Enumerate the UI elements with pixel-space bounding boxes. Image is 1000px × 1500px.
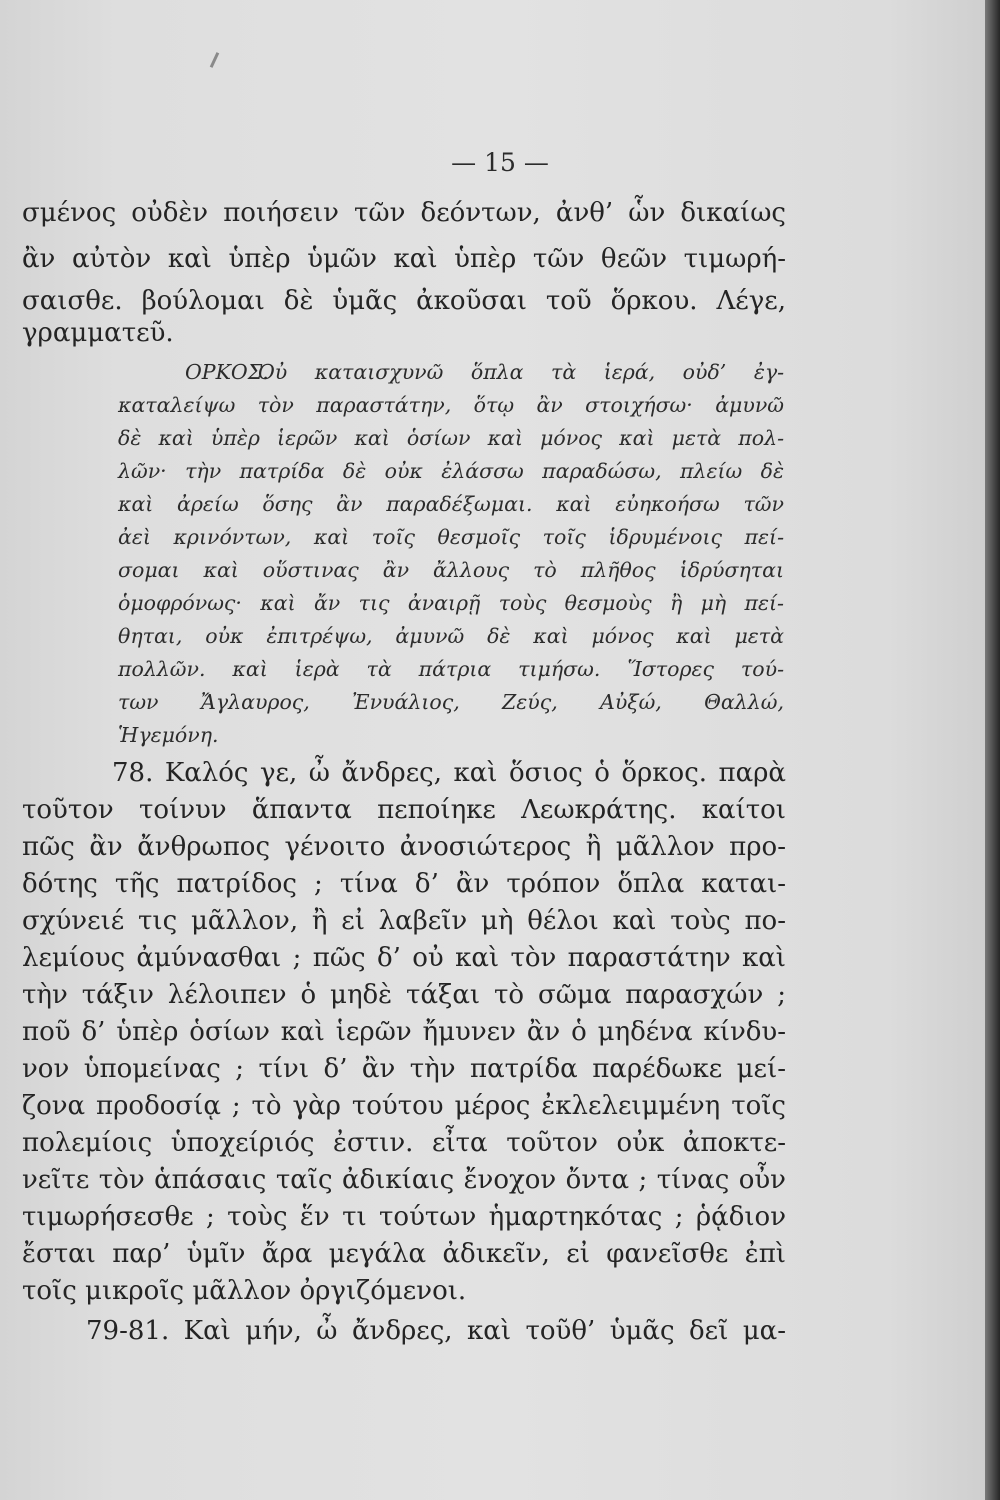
- oath-line: σομαι καὶ οὕστινας ἂν ἄλλους τὸ πλῆθος ἱδρύσηται: [118, 558, 784, 582]
- pencil-mark: [210, 52, 219, 68]
- text-line: νον ὑπομείνας ; τίνι δ’ ἂν τὴν πατρίδα παρέδωκε μεί-: [22, 1054, 786, 1084]
- text-line: σαισθε. βούλομαι δὲ ὑμᾶς ἀκοῦσαι τοῦ ὅρκου. Λέγε,: [22, 286, 786, 316]
- text-line: τιμωρήσεσθε ; τοὺς ἕν τι τούτων ἡμαρτηκότας ; ῥᾴδιον: [22, 1202, 786, 1232]
- text-line: τοῦτον τοίνυν ἅπαντα πεποίηκε Λεωκράτης. καίτοι: [22, 795, 786, 825]
- section-79-start: 79-81. Καὶ μήν, ὦ ἄνδρες, καὶ τοῦθ’ ὑμᾶς δεῖ μα-: [86, 1316, 786, 1346]
- oath-line: καταλείψω τὸν παραστάτην, ὅτῳ ἂν στοιχήσω· ἀμυνῶ: [118, 393, 784, 417]
- oath-line: Ἡγεμόνη.: [118, 723, 219, 747]
- oath-line: των Ἄγλαυρος, Ἐνυάλιος, Ζεύς, Αὐξώ, Θαλλώ,: [118, 690, 784, 714]
- text-line: νεῖτε τὸν ἁπάσαις ταῖς ἀδικίαις ἔνοχον ὄντα ; τίνας οὖν: [22, 1165, 786, 1195]
- text-line: σμένος οὐδὲν ποιήσειν τῶν δεόντων, ἀνθ’ ὧν δικαίως: [22, 198, 786, 228]
- oath-line: Οὐ καταισχυνῶ ὅπλα τὰ ἱερά, οὐδ’ ἐγ-: [258, 360, 784, 384]
- text-line: ζονα προδοσίᾳ ; τὸ γὰρ τούτου μέρος ἐκλελειμμένη τοῖς: [22, 1091, 786, 1121]
- text-line: ποῦ δ’ ὑπὲρ ὁσίων καὶ ἱερῶν ἤμυνεν ἂν ὁ μηδένα κίνδυ-: [22, 1017, 786, 1047]
- oath-line: ἀεὶ κρινόντων, καὶ τοῖς θεσμοῖς τοῖς ἱδρυμένοις πεί-: [118, 525, 784, 549]
- oath-line: πολλῶν. καὶ ἱερὰ τὰ πάτρια τιμήσω. Ἵστορες τού-: [118, 657, 784, 681]
- text-line: τοῖς μικροῖς μᾶλλον ὀργιζόμενοι.: [22, 1276, 467, 1306]
- oath-heading: ΟΡΚΟΣ.: [185, 360, 269, 384]
- oath-line: δὲ καὶ ὑπὲρ ἱερῶν καὶ ὁσίων καὶ μόνος καὶ μετὰ πολ-: [118, 426, 784, 450]
- oath-line: θηται, οὐκ ἐπιτρέψω, ἀμυνῶ δὲ καὶ μόνος καὶ μετὰ: [118, 624, 784, 648]
- oath-line: ὁμοφρόνως· καὶ ἄν τις ἀναιρῇ τοὺς θεσμοὺς ἢ μὴ πεί-: [118, 591, 784, 615]
- text-line: πολεμίοις ὑποχείριός ἐστιν. εἶτα τοῦτον οὐκ ἀποκτε-: [22, 1128, 786, 1158]
- oath-line: καὶ ἀρείω ὅσης ἂν παραδέξωμαι. καὶ εὐηκοήσω τῶν: [118, 492, 784, 516]
- text-line: σχύνειέ τις μᾶλλον, ἢ εἰ λαβεῖν μὴ θέλοι καὶ τοὺς πο-: [22, 906, 786, 936]
- section-78-start: 78. Καλός γε, ὦ ἄνδρες, καὶ ὅσιος ὁ ὅρκος. παρὰ: [112, 758, 786, 788]
- text-line: πῶς ἂν ἄνθρωπος γένοιτο ἀνοσιώτερος ἢ μᾶλλον προ-: [22, 832, 786, 862]
- text-line: τὴν τάξιν λέλοιπεν ὁ μηδὲ τάξαι τὸ σῶμα παρασχών ;: [22, 980, 786, 1010]
- text-line: ἂν αὐτὸν καὶ ὑπὲρ ὑμῶν καὶ ὑπὲρ τῶν θεῶν τιμωρή-: [22, 244, 786, 274]
- text-line: γραμματεῦ.: [22, 318, 174, 348]
- page-number: — 15 —: [451, 148, 549, 177]
- text-line: δότης τῆς πατρίδος ; τίνα δ’ ἂν τρόπον ὅπλα καται-: [22, 869, 786, 899]
- text-line: λεμίους ἀμύνασθαι ; πῶς δ’ οὐ καὶ τὸν παραστάτην καὶ: [22, 943, 786, 973]
- scan-edge-shadow: [985, 0, 1000, 1500]
- text-line: ἔσται παρ’ ὑμῖν ἄρα μεγάλα ἀδικεῖν, εἰ φανεῖσθε ἐπὶ: [22, 1239, 786, 1269]
- oath-line: λῶν· τὴν πατρίδα δὲ οὐκ ἐλάσσω παραδώσω, πλείω δὲ: [118, 459, 784, 483]
